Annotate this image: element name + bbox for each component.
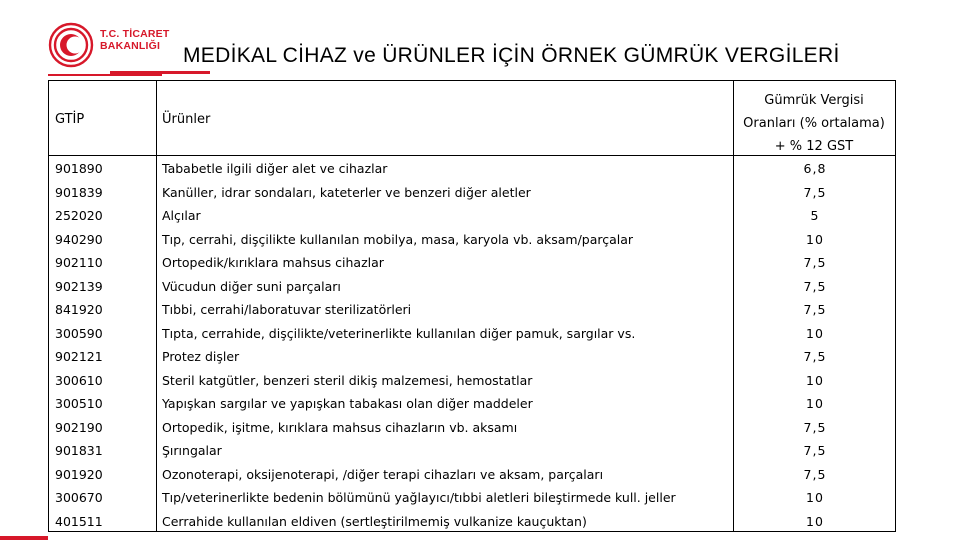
table-row bbox=[49, 463, 895, 487]
tariff-table bbox=[48, 80, 896, 532]
product-name-cell: Şırıngalar bbox=[162, 443, 222, 458]
tariff-rate-cell: 7,5 bbox=[803, 466, 827, 482]
table-row bbox=[49, 298, 895, 322]
table-row bbox=[49, 251, 895, 275]
table-row bbox=[49, 369, 895, 393]
gtip-code-cell: 252020 bbox=[55, 208, 103, 223]
page-title: MEDİKAL CİHAZ ve ÜRÜNLER İÇİN ÖRNEK GÜMRÜK VERGİLERİ bbox=[183, 44, 840, 67]
gtip-code-cell: 401511 bbox=[55, 513, 103, 529]
product-name-cell: Yapışkan sargılar ve yapışkan tabakası olan diğer maddeler bbox=[162, 396, 533, 411]
logo-underline bbox=[48, 74, 162, 76]
tariff-rate-cell: 7,5 bbox=[803, 419, 827, 435]
product-name-cell: Ortopedik, işitme, kırıklara mahsus cihazların vb. aksamı bbox=[162, 419, 518, 435]
crescent-emblem-icon bbox=[48, 22, 94, 68]
header-products: Ürünler bbox=[162, 112, 211, 127]
gtip-code-cell: 902139 bbox=[55, 278, 103, 294]
gtip-code-cell: 902110 bbox=[55, 255, 103, 270]
tariff-rate-cell: 7,5 bbox=[803, 302, 827, 317]
table-row bbox=[49, 228, 895, 252]
tariff-rate-cell: 10 bbox=[806, 513, 824, 529]
tariff-rate-cell: 7,5 bbox=[803, 255, 827, 270]
tariff-rate-cell: 6,8 bbox=[803, 161, 827, 176]
tariff-rate-cell: 7,5 bbox=[803, 184, 827, 200]
header-rate-line-2: Oranları (% ortalama) bbox=[743, 116, 885, 131]
tariff-rate-cell: 10 bbox=[806, 325, 824, 341]
table-row bbox=[49, 181, 895, 205]
gtip-code-cell: 300510 bbox=[55, 396, 103, 411]
logo-text bbox=[100, 28, 170, 52]
title-accent-line bbox=[110, 71, 210, 74]
tariff-rate-cell: 7,5 bbox=[803, 349, 827, 364]
gtip-code-cell: 901831 bbox=[55, 443, 103, 458]
header-rate-line-3: + % 12 GST bbox=[774, 139, 854, 154]
tariff-rate-cell: 10 bbox=[806, 490, 824, 505]
gtip-code-cell: 901920 bbox=[55, 466, 103, 482]
header-gtip: GTİP bbox=[55, 112, 85, 127]
header-tariff-rate bbox=[733, 89, 895, 158]
gtip-code-cell: 940290 bbox=[55, 231, 103, 247]
product-name-cell: Tıp, cerrahi, dişçilikte kullanılan mobilya, masa, karyola vb. aksam/parçalar bbox=[162, 231, 634, 247]
logo-line-1: T.C. TİCARET bbox=[100, 28, 170, 40]
table-row bbox=[49, 392, 895, 416]
product-name-cell: Ortopedik/kırıklara mahsus cihazlar bbox=[162, 255, 384, 270]
table-row bbox=[49, 486, 895, 510]
tariff-rate-cell: 5 bbox=[810, 208, 820, 223]
logo-line-2: BAKANLIĞI bbox=[100, 40, 161, 52]
table-row bbox=[49, 157, 895, 181]
product-name-cell: Ozonoterapi, oksijenoterapi, /diğer terapi cihazları ve aksam, parçaları bbox=[162, 466, 604, 482]
header-rate-line-1: Gümrük Vergisi bbox=[764, 93, 864, 108]
tariff-rate-cell: 7,5 bbox=[803, 443, 827, 458]
product-name-cell: Steril katgütler, benzeri steril dikiş malzemesi, hemostatlar bbox=[162, 372, 533, 388]
gtip-code-cell: 300670 bbox=[55, 490, 103, 505]
product-name-cell: Tıpta, cerrahide, dişçilikte/veterinerlikte kullanılan diğer pamuk, sargılar vs. bbox=[162, 325, 636, 341]
gtip-code-cell: 841920 bbox=[55, 302, 103, 317]
product-name-cell: Kanüller, idrar sondaları, kateterler ve benzeri diğer aletler bbox=[162, 184, 531, 200]
gtip-code-cell: 300610 bbox=[55, 372, 103, 388]
product-name-cell: Vücudun diğer suni parçaları bbox=[162, 278, 341, 294]
product-name-cell: Tıp/veterinerlikte bedenin bölümünü yağlayıcı/tıbbi aletleri bileştirmede kull. jeller bbox=[162, 490, 676, 505]
tariff-rate-cell: 10 bbox=[806, 372, 824, 388]
tariff-rate-cell: 10 bbox=[806, 231, 824, 247]
product-name-cell: Cerrahide kullanılan eldiven (sertleştirilmemiş vulkanize kauçuktan) bbox=[162, 513, 587, 529]
product-name-cell: Tababetle ilgili diğer alet ve cihazlar bbox=[162, 161, 388, 176]
table-row bbox=[49, 510, 895, 534]
product-name-cell: Tıbbi, cerrahi/laboratuvar sterilizatörleri bbox=[162, 302, 412, 317]
table-row bbox=[49, 345, 895, 369]
gtip-code-cell: 902190 bbox=[55, 419, 103, 435]
ministry-logo bbox=[48, 22, 168, 72]
table-row bbox=[49, 416, 895, 440]
tariff-rate-cell: 7,5 bbox=[803, 278, 827, 294]
tariff-rate-cell: 10 bbox=[806, 396, 824, 411]
table-row bbox=[49, 275, 895, 299]
product-name-cell: Protez dişler bbox=[162, 349, 240, 364]
table-row bbox=[49, 204, 895, 228]
product-name-cell: Alçılar bbox=[162, 208, 201, 223]
gtip-code-cell: 902121 bbox=[55, 349, 103, 364]
gtip-code-cell: 901839 bbox=[55, 184, 103, 200]
gtip-code-cell: 901890 bbox=[55, 161, 103, 176]
table-row bbox=[49, 439, 895, 463]
bottom-accent-bar bbox=[0, 536, 48, 540]
gtip-code-cell: 300590 bbox=[55, 325, 103, 341]
table-row bbox=[49, 322, 895, 346]
